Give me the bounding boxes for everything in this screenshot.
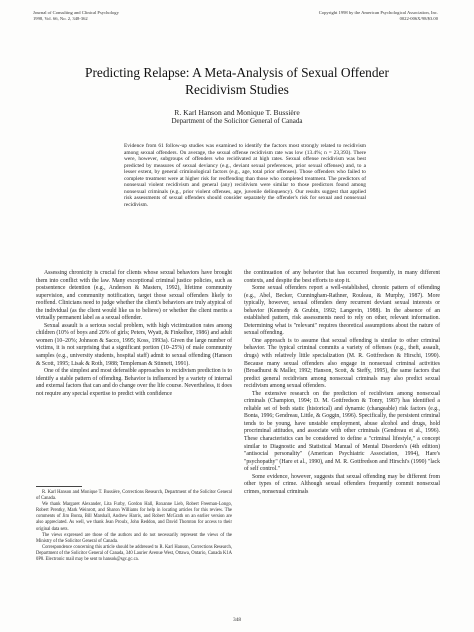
article-title [30,64,444,98]
body-paragraph: Sexual assault is a serious social problem, with high victimization rates among children (10% of boys and 20% of girls; Peters, Wyatt, & Finkelhor, 1986) and adult women (10–20%; Johnson & Sacco, 1995; Koss, 1993a). Given the large number of victims, it is not surprising that a significant portion (10–25%) of male community samples (e.g., university students, hospital staff) admit to sexual offending (Hanson & Scott, 1995; Lisak & Roth, 1988; Templeman & Stinnett, 1991). [36,322,232,367]
journal-citation [33,10,119,21]
title-line-2: Recidivism Studies [185,82,289,97]
page-number: 348 [232,617,242,623]
title-line-1: Predicting Relapse: A Meta-Analysis of Sexual Offender [85,65,389,80]
body-column-right [244,270,440,496]
copyright-notice [319,10,438,21]
body-paragraph: One approach is to assume that sexual offending is similar to other criminal behavior. The typical criminal commits a variety of offenses (e.g., theft, assault, drugs) with relatively little specialization (M. R. Gottfredson & Hirschi, 1990). Because many sexual offenders also engage in nonsexual criminal activities (Broadhurst & Maller, 1992; Hanson, Scott, & Steffy, 1995), the same factors that predict general recidivism among nonsexual criminals may also predict sexual recidivism among sexual offenders. [244,337,440,390]
footnote-paragraph: R. Karl Hanson and Monique T. Bussière, Corrections Research, Department of the Solicitor General of Canada. [36,490,232,502]
body-column-left [36,270,232,398]
body-paragraph: The extensive research on the prediction of recidivism among nonsexual criminals (Champion, 1994; D. M. Gottfredson & Tonry, 1987) has identified a reliable set of both static (historical) and dynamic (changeable) risk factors (e.g., Bonta, 1996; Gendreau, Little, & Goggin, 1996). Specifically, the persistent criminal tends to be young, have unstable employment, abuse alcohol and drugs, hold procriminal attitudes, and associate with other criminals (Gendreau et al., 1996). These characteristics can be considered to define a "criminal lifestyle," a concept similar to Diagnostic and Statistical Manual of Mental Disorders's (4th edition) "antisocial personality" (American Psychiatric Association, 1994), Hare's "psychopathy" (Hare et al., 1990), and M. R. Gottfredson and Hirschi's (1990) "lack of self control." [244,390,440,473]
body-paragraph: the continuation of any behavior that has occurred frequently, in many different contexts, and despite the best efforts to stop it. [244,270,440,284]
footnote-divider [36,486,82,487]
journal-name: Journal of Consulting and Clinical Psychology [33,10,119,15]
author-list: R. Karl Hanson and Monique T. Bussière [174,108,300,117]
body-paragraph: One of the simplest and most defensible approaches to recidivism prediction is to identify a stable pattern of offending. Behavior is influenced by a variety of internal and external factors that can and do change over the life course. Nevertheless, it does not require any special expertise to predict with confidence [36,368,232,397]
body-paragraph: Some evidence, however, suggests that sexual offending may be different from other types of crime. Although sexual offenders frequently commit nonsexual crimes, nonsexual criminals [244,473,440,495]
author-affiliation: Department of the Solicitor General of Canada [171,117,303,125]
abstract: Evidence from 61 follow-up studies was examined to identify the factors most strongly related to recidivism among sexual offenders. On average, the sexual offense recidivism rate was low (13.4%; n = 23,393). There were, however, subgroups of offenders who recidivated at high rates. Sexual offense recidivism was best predicted by measures of sexual deviancy (e.g., deviant sexual preferences, prior sexual offenses) and, to a lesser extent, by general criminological factors (e.g., age, total prior offenses). Those offenders who failed to complete treatment were at higher risk for reoffending than those who completed treatment. The predictors of nonsexual violent recidivism and general (any) recidivism were similar to those predictors found among nonsexual criminals (e.g., prior violent offenses, age, juvenile delinquency). Our results suggest that applied risk assessments of sexual offenders should consider separately the offender's risk for sexual and nonsexual recidivism. [124,143,366,208]
footnote-paragraph: Correspondence concerning this article should be addressed to R. Karl Hanson, Corrections Research, Department of the Solicitor General of Canada, 340 Laurier Avenue West, Ottawa, Ontario, Canada K1A 0P8. Electronic mail may be sent to hansok@sgc.gc.ca. [36,544,232,563]
body-paragraph: Assessing chronicity is crucial for clients whose sexual behaviors have brought them into conflict with the law. Many exceptional criminal justice policies, such as postsentence detention (e.g., Anderson & Masters, 1992), lifetime community supervision, and community notification, target those sexual offenders likely to reoffend. Clinicians need to judge whether the client's behaviors are truly atypical of the individual (as the client would like us to believe) or whether the client merits a virtually permanent label as a sexual offender. [36,270,232,322]
copyright-line: Copyright 1998 by the American Psychological Association, Inc. [318,10,438,15]
author-note [36,490,232,563]
footnote-paragraph: The views expressed are those of the authors and do not necessarily represent the views of the Ministry of the Solicitor General of Canada. [36,532,232,544]
journal-volume: 1998, Vol. 66, No. 2, 348-362 [33,15,88,21]
body-paragraph: Some sexual offenders report a well-established, chronic pattern of offending (e.g., Abel, Becker, Cunningham-Rathner, Rouleau, & Murphy, 1987). More typically, however, sexual offenders deny recurrent deviant sexual interests or behavior (Kennedy & Grubin, 1992; Langevin, 1988). In the absence of an established pattern, risk assessments need to rely on other, relevant information. Determining what is "relevant" requires theoretical assumptions about the nature of sexual offending. [244,285,440,337]
footnote-paragraph: We thank Margaret Alexander, Lita Furby, Gordon Hall, Roxanne Lieb, Robert Freeman-Longo, Robert Prentky, Mark Weinrott, and Sharon Williams for help in locating articles for this review. The comments of Jim Bonta, Bill Marshall, Andrew Harris, and Robert McGrath on an earlier version are also appreciated. As well, we thank Jean Proulx, John Reddon, and David Thornton for access to their original data sets. [36,502,232,532]
issn-line: 0022-006X/98/$3.00 [399,15,438,21]
